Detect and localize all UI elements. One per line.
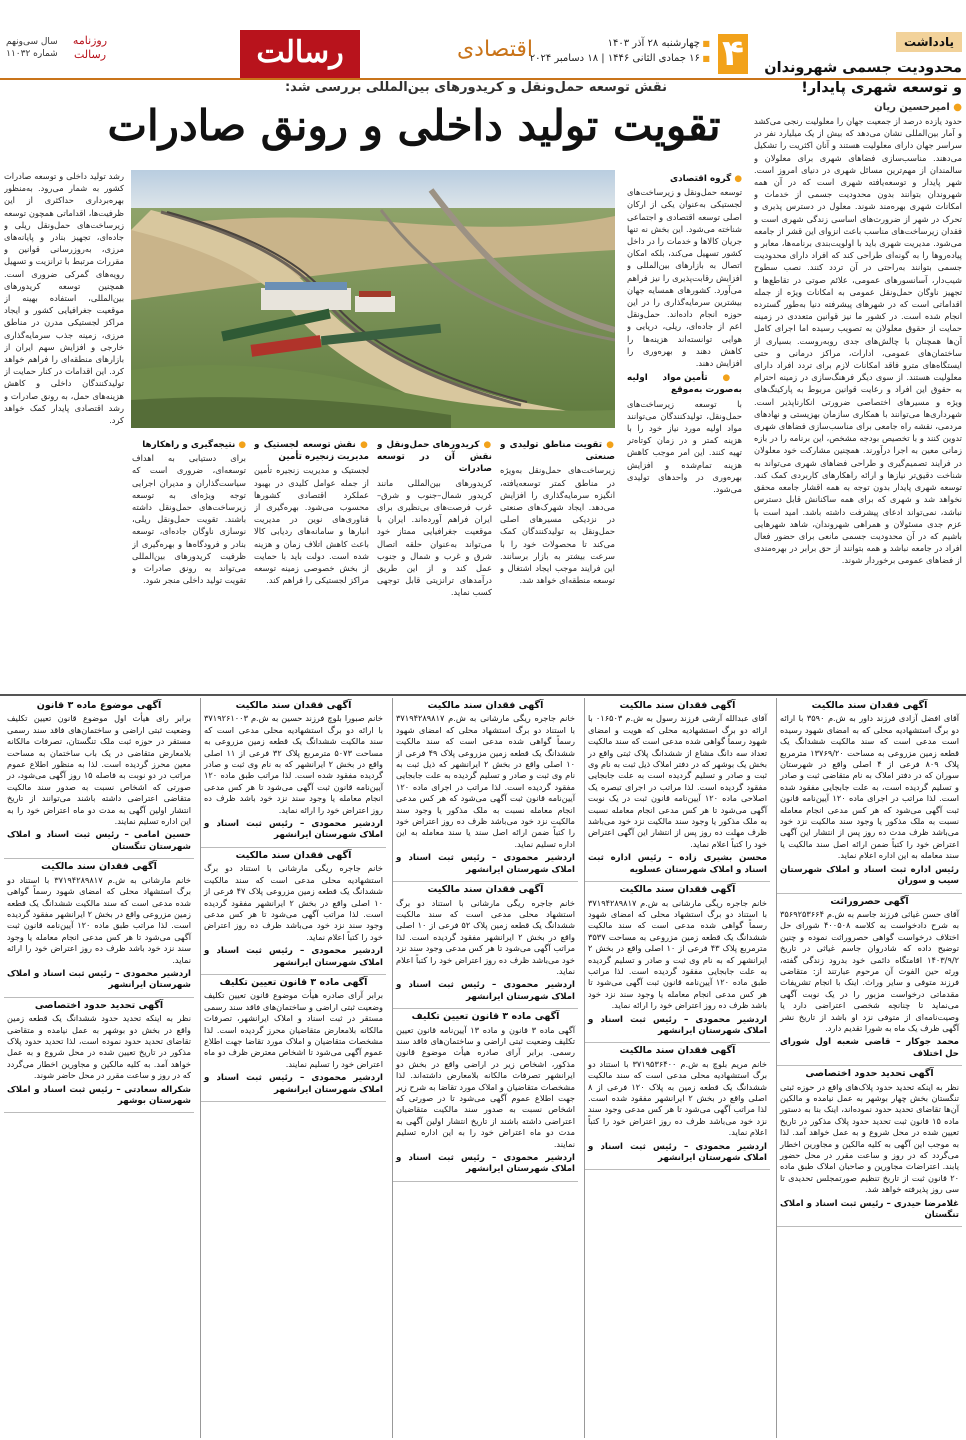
article-subheading: ● کریدورهای حمل‌ونقل و نقش آن در توسعه صادرات <box>377 439 492 476</box>
notice: آگهی فقدان سند مالکیت خانم جاجره ریگی مارشانی با استناد دو برگ استشهادیه محلی مدعی است که سند مالکیت ششدانگ یک قطعه زمین مزروعی پلاک ۴۷ فرعی از ۱۰ اصلی واقع در بخش ۲ ایرانشهر مفقود گردیده است. لذا مراتب آگهی می‌شود تا هر کس مدعی وجود سند نزد خود می‌باشد ظرف ده روز اعتراض خود را کتباً اعلام نماید. اردشیر محمودی – رئیس ثبت اسناد و املاک شهرستان ایرانشهر <box>201 848 386 975</box>
article-subheading: ● تقویت مناطق تولیدی و صنعتی <box>500 439 615 463</box>
article-column-4: ● نقش توسعه لجستیک و مدیریت زنجیره تأمین لجستیک و مدیریت زنجیره تأمین از جمله عوامل کلیدی در بهبود عملکرد اقتصادی کشورها محسوب می‌شود. بهره‌گیری از فناوری‌های نوین در مدیریت انبارها و سامانه‌های ردیابی کالا باعث کاهش اتلاف زمان و هزینه شده است. دولت باید با حمایت از بخش خصوصی زمینه توسعه مراکز لجستیکی را فراهم کند. <box>254 436 369 690</box>
article-lead: ● گروه اقتصادی <box>627 173 742 185</box>
section-divider <box>0 694 966 696</box>
notice-column-4 <box>200 698 386 1438</box>
notice: آگهی حصروراثت آقای حسن غیاثی فرزند جاسم به ش.م ۳۵۶۹۲۵۳۶۶۴ به شرح دادخواست به کلاسه ۴۰۰۵۰۸ شورای حل اختلاف درخواست گواهی حصروراثت نموده و چنین توضیح داده که شادروان جاسم غیاثی در تاریخ ۱۴۰۳/۹/۲ اقامتگاه دائمی خود بدرود زندگی گفته، ورثه حین الفوت آن مرحوم عبارتند از: متقاضی فرزند متوفی و سایر وراث. اینک با انجام تشریفات مقدماتی درخواست مزبور را در یک نوبت آگهی می‌نماید تا چنانچه شخصی اعتراضی دارد یا وصیت‌نامه‌ای از متوفی نزد او باشد از تاریخ نشر آگهی ظرف یک ماه به شورا تقدیم دارد. محمد جوکار – قاضی شعبه اول شورای حل اختلاف <box>777 894 962 1067</box>
railway-landscape-image <box>131 170 615 428</box>
note-body: حدود یازده درصد از جمعیت جهان را معلولیت رنجی می‌کشد و آمار بین‌المللی نشان می‌دهد که بیش از یک میلیارد نفر در سراسر جهان دارای معلولیت هستند و آنان اکثریت را تشکیل می‌دهند. مناسب‌سازی فضاهای شهری برای معلولان و سالمندان از مهم‌ترین مسائل شهری در دنیای امروز است. شهر پایدار و توسعه‌یافته شهری است که در آن همه شهروندان بتوانند بدون محدودیت جسمی از خدمات و امکانات شهری بهره‌مند شوند. معلول در دسترس پذیری و تحرک در شهر از ضرورت‌های اساسی زندگی شهری است و فقدان زیرساخت‌های مناسب باعث انزوای این قشر از جامعه می‌شود. مدیریت شهری باید با اولویت‌بندی برنامه‌ها، معابر و پیاده‌روها را به گونه‌ای طراحی کند که افراد دارای محدودیت جسمی بتوانند به‌راحتی در آن تردد کنند. نصب سطوح شیب‌دار، آسانسورهای عمومی، علائم صوتی در تقاطع‌ها و تجهیز ناوگان حمل‌ونقل عمومی به امکانات ویژه از جمله اقداماتی است که در شهرهای پیشرفته دنیا به‌طور گسترده انجام شده است. در کشور ما نیز قوانین متعددی در زمینه حمایت از حقوق معلولان به تصویب رسیده اما اجرای کامل آن‌ها همچنان با چالش‌های جدی روبه‌روست. بسیاری از ساختمان‌های عمومی، ادارات، مراکز درمانی و حتی ایستگاه‌های مترو فاقد امکانات لازم برای تردد افراد دارای معلولیت هستند. از سوی دیگر فرهنگ‌سازی در زمینه احترام به حقوق این افراد و رعایت قوانین مربوط به پارکینگ‌های ویژه و مسیرهای اختصاصی ضرورتی انکارناپذیر است. شهرداری‌ها می‌توانند با همکاری سازمان بهزیستی و نهادهای مردمی، نقشه راه جامعی برای مناسب‌سازی فضاهای شهری تدوین کنند و با تخصیص بودجه مشخص، این برنامه را در بازه زمانی معین به اجرا درآورند. همچنین مشارکت خود معلولان در فرایند تصمیم‌گیری و طراحی فضاهای شهری می‌تواند به شناخت دقیق‌تر نیازها و ارائه راهکارهای کاربردی کمک کند. توسعه شهری پایدار بدون توجه به همه اقشار جامعه محقق نخواهد شد و شهری که برای همه ساکنانش قابل دسترس نباشد، نمی‌تواند ادعای پیشرفت داشته باشد. امید است با عزم جدی مسئولان و همراهی شهروندان، شاهد شهرهایی باشیم که در آن محدودیت جسمی مانعی برای حضور فعال افراد در جامعه نباشد و همه بتوانند از حق برابر در بهره‌مندی از فضاهای عمومی برخوردار شوند. <box>754 116 962 566</box>
article-column-3: ● کریدورهای حمل‌ونقل و نقش آن در توسعه صادرات کریدورهای بین‌المللی مانند کریدور شمال–جنوب و شرق–غرب فرصت‌های بی‌نظیری برای ایران فراهم آورده‌اند. ایران با موقعیت جغرافیایی ممتاز خود می‌تواند به‌عنوان حلقه اتصال شرق و غرب و شمال و جنوب عمل کند و از این طریق درآمدهای ترانزیتی قابل توجهی کسب نماید. <box>377 436 492 690</box>
date-hijri-gregorian: ■ ۱۶ جمادی الثانی ۱۴۴۶ | ۱۸ دسامبر ۲۰۲۴ <box>530 51 710 66</box>
page-number: ۴ <box>718 34 748 74</box>
notice: آگهی تحدید حدود اختصاصی نظر به اینکه تحدید حدود پلاک‌های واقع در حوزه ثبتی تنگستان بخش چهار بوشهر به عمل نیامده و مالکین آن‌ها تقاضای تحدید حدود نموده‌اند، اینک بنا به دستور ماده ۱۵ قانون ثبت تحدید حدود پلاک مذکور در تاریخ تعیین شده در محل شروع و به عمل خواهد آمد. لذا به موجب این آگهی به کلیه مالکین و مجاورین اخطار می‌گردد که در روز و ساعت مقرر در محل حضور یابند. اعتراضات مجاورین و صاحبان املاک طبق ماده ۲۰ قانون ثبت از تاریخ تنظیم صورتمجلس تحدیدی تا سی روز پذیرفته خواهد شد. غلامرضا حیدری – رئیس ثبت اسناد و املاک تنگستان <box>777 1066 962 1227</box>
article-column-5: ● نتیجه‌گیری و راهکارها برای دستیابی به اهداف توسعه‌ای، ضروری است که سیاست‌گذاران و مدیران اجرایی توجه ویژه‌ای به توسعه زیرساخت‌های حمل‌ونقل داشته باشند. تقویت حمل‌ونقل ریلی، نوسازی ناوگان جاده‌ای، توسعه بنادر و فرودگاه‌ها و بهره‌گیری از ظرفیت کریدورهای بین‌المللی می‌تواند به رونق صادرات و تقویت تولید داخلی منجر شود. <box>132 436 246 690</box>
note-title: محدودیت جسمی شهروندان و توسعه شهری پایدار! <box>764 60 962 96</box>
article-subheading: ● نقش توسعه لجستیک و مدیریت زنجیره تأمین <box>254 439 369 463</box>
notice: آگهی ماده ۳ قانون تعیین تکلیف برابر آرای صادره هیأت موضوع قانون تعیین تکلیف وضعیت ثبتی اراضی و ساختمان‌های فاقد سند رسمی مستقر در ثبت اسناد و املاک ایرانشهر، تصرفات مالکانه بلامعارض متقاضیان محرز گردیده است. لذا مشخصات متقاضیان و املاک مورد تقاضا جهت اطلاع عموم آگهی می‌شود تا اشخاص معترض ظرف دو ماه اعتراض خود را تسلیم نمایند. اردشیر محمودی – رئیس ثبت اسناد و املاک شهرستان ایرانشهر <box>201 975 386 1102</box>
notice: آگهی فقدان سند مالکیت خانم جاجره ریگی مارشانی به ش.م ۳۷۱۹۴۲۸۹۸۱۷ با استناد دو برگ استشهاد محلی که امضای شهود رسماً گواهی شده مدعی است که سند مالکیت ششدانگ یک قطعه زمین مزروعی پلاک ۴۹ فرعی از ۱۰ اصلی واقع در بخش ۲ ایرانشهر که ذیل ثبت به نام وی ثبت و صادر و تسلیم گردیده به علت جابجایی مفقود گردیده است. لذا مراتب در اجرای ماده ۱۲۰ آیین‌نامه قانون ثبت آگهی می‌شود که هر کس مدعی انجام معامله نسبت به ملک مذکور یا وجود سند مالکیت نزد خود می‌باشد ظرف ده روز اعتراض خود را کتباً ضمن ارائه اصل سند یا سند معامله به این اداره تسلیم نماید. اردشیر محمودی – رئیس ثبت اسناد و املاک شهرستان ایرانشهر <box>393 698 578 882</box>
article-subheading: ● نتیجه‌گیری و راهکارها <box>132 439 246 451</box>
notice: آگهی فقدان سند مالکیت آقای افضل آزادی فرزند داور به ش.م ۳۵۹۰ با ارائه دو برگ استشهادیه محلی که به امضای شهود رسیده است مدعی است که سند مالکیت ششدانگ یک قطعه زمین مزروعی به مساحت ۱۳۷۶۹/۲۰ مترمربع پلاک ۸۰۹ فرعی از ۴ اصلی واقع در شهرستان سوران که در دفتر املاک به نام متقاضی ثبت و صادر و تسلیم گردیده است، به علت جابجایی مفقود شده است. لذا مراتب در اجرای ماده ۱۲۰ آیین‌نامه قانون ثبت آگهی می‌شود که هر کس مدعی انجام معامله نسبت به ملک مذکور یا وجود سند مالکیت نزد خود می‌باشد ظرف مدت ده روز پس از انتشار این آگهی اعتراض خود را کتباً ضمن ارائه اصل سند مالکیت یا سند معامله به این اداره اعلام نماید. رئیس اداره ثبت اسناد و املاک شهرستان سیب و سوران <box>777 698 962 894</box>
issue-number: سال سی‌ونهم شماره ۱۱۰۳۲ <box>6 37 58 59</box>
note-label: یادداشت <box>896 32 962 52</box>
note-author: ● امیرحسین ریان <box>754 102 962 113</box>
notice-column-2 <box>584 698 770 1438</box>
date-persian: ■ چهارشنبه ۲۸ آذر ۱۴۰۳ <box>530 36 710 51</box>
notice: آگهی موضوع ماده ۳ قانون برابر رای هیأت اول موضوع قانون تعیین تکلیف وضعیت ثبتی اراضی و ساختمان‌های فاقد سند رسمی مستقر در حوزه ثبت ملک تنگستان، تصرفات مالکانه بلامعارض متقاضی در یک باب ساختمان به مساحت معین محرز گردیده است. لذا به منظور اطلاع عموم مراتب در دو نوبت به فاصله ۱۵ روز آگهی می‌شود، در صورتی که اشخاص نسبت به صدور سند مالکیت متقاضی اعتراضی داشته باشند می‌توانند از تاریخ انتشار اولین آگهی به مدت دو ماه اعتراض خود را به این اداره تسلیم نمایند. حسین امامی – رئیس ثبت اسناد و املاک شهرستان تنگستان <box>4 698 194 859</box>
masthead-small-logo: روزنامه رسالت <box>72 34 108 61</box>
notice-column-5 <box>4 698 194 1438</box>
article-column-1: ● گروه اقتصادی توسعه حمل‌ونقل و زیرساخت‌های لجستیکی به‌عنوان یکی از ارکان اصلی توسعه اقتصادی و اجتماعی شناخته می‌شود. این بخش نه تنها جریان کالاها و خدمات را در داخل کشور تسهیل می‌کند، بلکه امکان اتصال به بازارهای بین‌المللی و افزایش رقابت‌پذیری را نیز فراهم می‌آورد. کشورهای همسایه جهان بیشترین سرمایه‌گذاری را در این حوزه انجام داده‌اند. حمل‌ونقل اعم از جاده‌ای، ریلی، دریایی و هوایی توانسته‌اند هزینه‌ها را کاهش دهند و بهره‌وری را افزایش دهند. ● تأمین مواد اولیه به‌صورت به‌موقع با توسعه زیرساخت‌های حمل‌ونقل، تولیدکنندگان می‌توانند مواد اولیه مورد نیاز خود را با هزینه کمتر و در زمان کوتاه‌تر تهیه کنند. این امر موجب کاهش هزینه تمام‌شده و افزایش بهره‌وری در واحدهای تولیدی می‌شود. <box>627 170 742 690</box>
notice: آگهی فقدان سند مالکیت خانم مارشانی به ش.م ۳۷۱۹۴۲۸۹۸۱۷ با استناد دو برگ استشهاد محلی که امضای شهود رسماً گواهی شده مدعی است که سند مالکیت ششدانگ یک قطعه زمین مزروعی واقع در بخش ۲ ایرانشهر مفقود گردیده است. لذا مراتب طبق ماده ۱۲۰ آیین‌نامه قانون ثبت آگهی می‌شود تا هر کس مدعی انجام معامله یا وجود سند نزد خود باشد ظرف ده روز اعتراض خود را ارائه نماید. اردشیر محمودی – رئیس ثبت اسناد و املاک شهرستان ایرانشهر <box>4 859 194 997</box>
railway-photo <box>131 170 615 428</box>
notice-column-3 <box>392 698 578 1438</box>
article-column-2: ● تقویت مناطق تولیدی و صنعتی زیرساخت‌های حمل‌ونقل به‌ویژه در مناطق کمتر توسعه‌یافته، انگیزه سرمایه‌گذاری را افزایش می‌دهد. ایجاد شهرک‌های صنعتی در نزدیکی مسیرهای اصلی حمل‌ونقل به تولیدکنندگان کمک می‌کند تا محصولات خود را با سرعت بیشتر به بازار برسانند. این فرایند موجب ایجاد اشتغال و توسعه منطقه‌ای خواهد شد. <box>500 436 615 690</box>
article-kicker: نقش توسعه حمل‌ونقل و کریدورهای بین‌المللی بررسی شد: <box>284 80 668 95</box>
notice: آگهی فقدان سند مالکیت خانم جاجره ریگی مارشانی به ش.م ۳۷۱۹۴۲۸۹۸۱۷ با استناد دو برگ استشهاد محلی که امضای شهود رسماً گواهی شده مدعی است که سند مالکیت ششدانگ یک قطعه زمین مزروعی به مساحت ۳۵۳۷ مترمربع پلاک ۴۳ فرعی از ۱۰ اصلی واقع در بخش ۲ ایرانشهر که به نام وی ثبت و صادر و تسلیم گردیده به علت جابجایی مفقود گردیده است. لذا مراتب طبق ماده ۱۲۰ آیین‌نامه قانون ثبت آگهی می‌شود تا هر کس مدعی انجام معامله یا وجود سند نزد خود باشد ظرف ده روز اعتراض خود را ارائه نماید. اردشیر محمودی – رئیس ثبت اسناد و املاک شهرستان ایرانشهر <box>585 882 770 1043</box>
sidebar-note <box>754 30 962 690</box>
article-headline: تقویت تولید داخلی و رونق صادرات <box>107 101 721 150</box>
notice: آگهی فقدان سند مالکیت خانم مریم بلوچ به ش.م ۳۷۱۹۵۳۶۴۰۰ با استناد دو برگ استشهادیه محلی مدعی است که سند مالکیت ششدانگ یک قطعه زمین به پلاک ۱۲۰ فرعی از ۸ اصلی واقع در بخش ۲ ایرانشهر مفقود شده است. لذا مراتب آگهی می‌شود تا هر کس مدعی وجود سند نزد خود می‌باشد ظرف ده روز اعتراض خود را کتباً اعلام نماید. اردشیر محمودی – رئیس ثبت اسناد و املاک شهرستان ایرانشهر <box>585 1043 770 1170</box>
notice: آگهی ماده ۳ قانون تعیین تکلیف آگهی ماده ۳ قانون و ماده ۱۳ آیین‌نامه قانون تعیین تکلیف وضعیت ثبتی اراضی و ساختمان‌های فاقد سند رسمی. برابر آرای صادره هیأت موضوع قانون مذکور، اشخاص زیر در اراضی واقع در بخش دو ایرانشهر تصرفات مالکانه بلامعارض داشته‌اند. لذا مشخصات متقاضیان و املاک مورد تقاضا به شرح زیر جهت اطلاع عموم آگهی می‌شود تا در صورتی که اشخاص نسبت به صدور سند مالکیت متقاضیان اعتراضی داشته باشند از تاریخ انتشار اولین آگهی به مدت دو ماه اعتراض خود را به این اداره تسلیم نمایند. اردشیر محمودی – رئیس ثبت اسناد و املاک شهرستان ایرانشهر <box>393 1009 578 1182</box>
notice: آگهی تحدید حدود اختصاصی نظر به اینکه تحدید حدود ششدانگ یک قطعه زمین واقع در بخش دو بوشهر به عمل نیامده و متقاضی تقاضای تحدید حدود نموده است، لذا تحدید حدود پلاک مذکور در تاریخ تعیین شده در محل شروع و به عمل خواهد آمد. به کلیه مالکین و مجاورین اخطار می‌گردد که در روز و ساعت مقرر در محل حاضر شوند. شکراله سعادتی – رئیس ثبت اسناد و املاک شهرستان بوشهر <box>4 998 194 1114</box>
notice-column-1 <box>776 698 962 1438</box>
notice: آگهی فقدان سند مالکیت خانم جاجره ریگی مارشانی با استناد دو برگ استشهاد محلی مدعی است که سند مالکیت ششدانگ یک قطعه زمین پلاک ۵۲ فرعی از ۱۰ اصلی واقع در بخش ۲ ایرانشهر مفقود گردیده است. لذا مراتب آگهی می‌شود تا هر کس مدعی وجود سند نزد خود می‌باشد ظرف ده روز اعتراض خود را کتباً اعلام نماید. اردشیر محمودی – رئیس ثبت اسناد و املاک شهرستان ایرانشهر <box>393 882 578 1009</box>
legal-notices <box>4 698 962 1438</box>
article-subheading: ● تأمین مواد اولیه به‌صورت به‌موقع <box>627 372 742 396</box>
notice: آگهی فقدان سند مالکیت آقای عبدالله آرشی فرزند رسول به ش.م ۰۱۶۵۰۳ با ارائه دو برگ استشهادیه محلی که هویت و امضای شهود رسماً گواهی شده مدعی است که سند مالکیت تعداد سه دانگ مشاع از ششدانگ پلاک ثبتی واقع در بخش یک بوشهر که در دفتر املاک ذیل ثبت به نام وی ثبت و صادر و تسلیم گردیده است به علت جابجایی مفقود گردیده است. لذا مراتب در اجرای تبصره یک اصلاحی ماده ۱۲۰ آیین‌نامه قانون ثبت در یک نوبت آگهی می‌شود تا هر کس مدعی انجام معامله نسبت به ملک مذکور یا وجود سند مالکیت نزد خود می‌باشد ظرف مهلت ده روز پس از انتشار این آگهی اعتراض خود را کتباً اعلام نماید. محسن بشیری زاده – رئیس اداره ثبت اسناد و املاک شهرستان عسلویه <box>585 698 770 882</box>
notice: آگهی فقدان سند مالکیت خانم صبورا بلوچ فرزند حسین به ش.م ۳۷۱۹۲۶۱۰۰۳ با ارائه دو برگ استشهادیه محلی مدعی است که سند مالکیت ششدانگ یک قطعه زمین مزروعی به مساحت ۵۰۷۳ مترمربع پلاک ۳۲ فرعی از ۱۱ اصلی واقع در بخش ۲ ایرانشهر که به نام وی ثبت و صادر گردیده مفقود شده است. لذا مراتب طبق ماده ۱۲۰ آیین‌نامه قانون ثبت آگهی می‌شود تا هر کس مدعی انجام معامله یا وجود سند نزد خود باشد ظرف ده روز اعتراض خود را ارائه نماید. اردشیر محمودی – رئیس ثبت اسناد و املاک شهرستان ایرانشهر <box>201 698 386 848</box>
newspaper-logo: رسالت <box>240 30 360 78</box>
section-title: اقتصادی <box>456 37 534 62</box>
article-column-6: رشد تولید داخلی و توسعه صادرات کشور به شمار می‌رود. به‌منظور بهره‌برداری حداکثری از این ظرفیت‌ها، اقداماتی همچون توسعه زیرساخت‌های حمل‌ونقل ریلی و جاده‌ای، تجهیز بنادر و پایانه‌های مرزی، به‌روزرسانی قوانین و مقررات مرتبط با ترانزیت و تسهیل رویه‌های گمرکی ضروری است. همچنین توسعه کریدورهای بین‌المللی، استفاده بهینه از موقعیت جغرافیایی کشور و ایجاد مراکز لجستیکی مدرن در مناطق مرزی، زمینه جذب سرمایه‌گذاری خارجی و افزایش سهم ایران از بازارهای منطقه‌ای را فراهم خواهد کرد. این اقدامات در کنار حمایت از تولیدکنندگان داخلی و کاهش هزینه‌های حمل، به رونق صادرات و رشد اقتصادی پایدار کمک خواهد کرد. <box>4 171 124 426</box>
